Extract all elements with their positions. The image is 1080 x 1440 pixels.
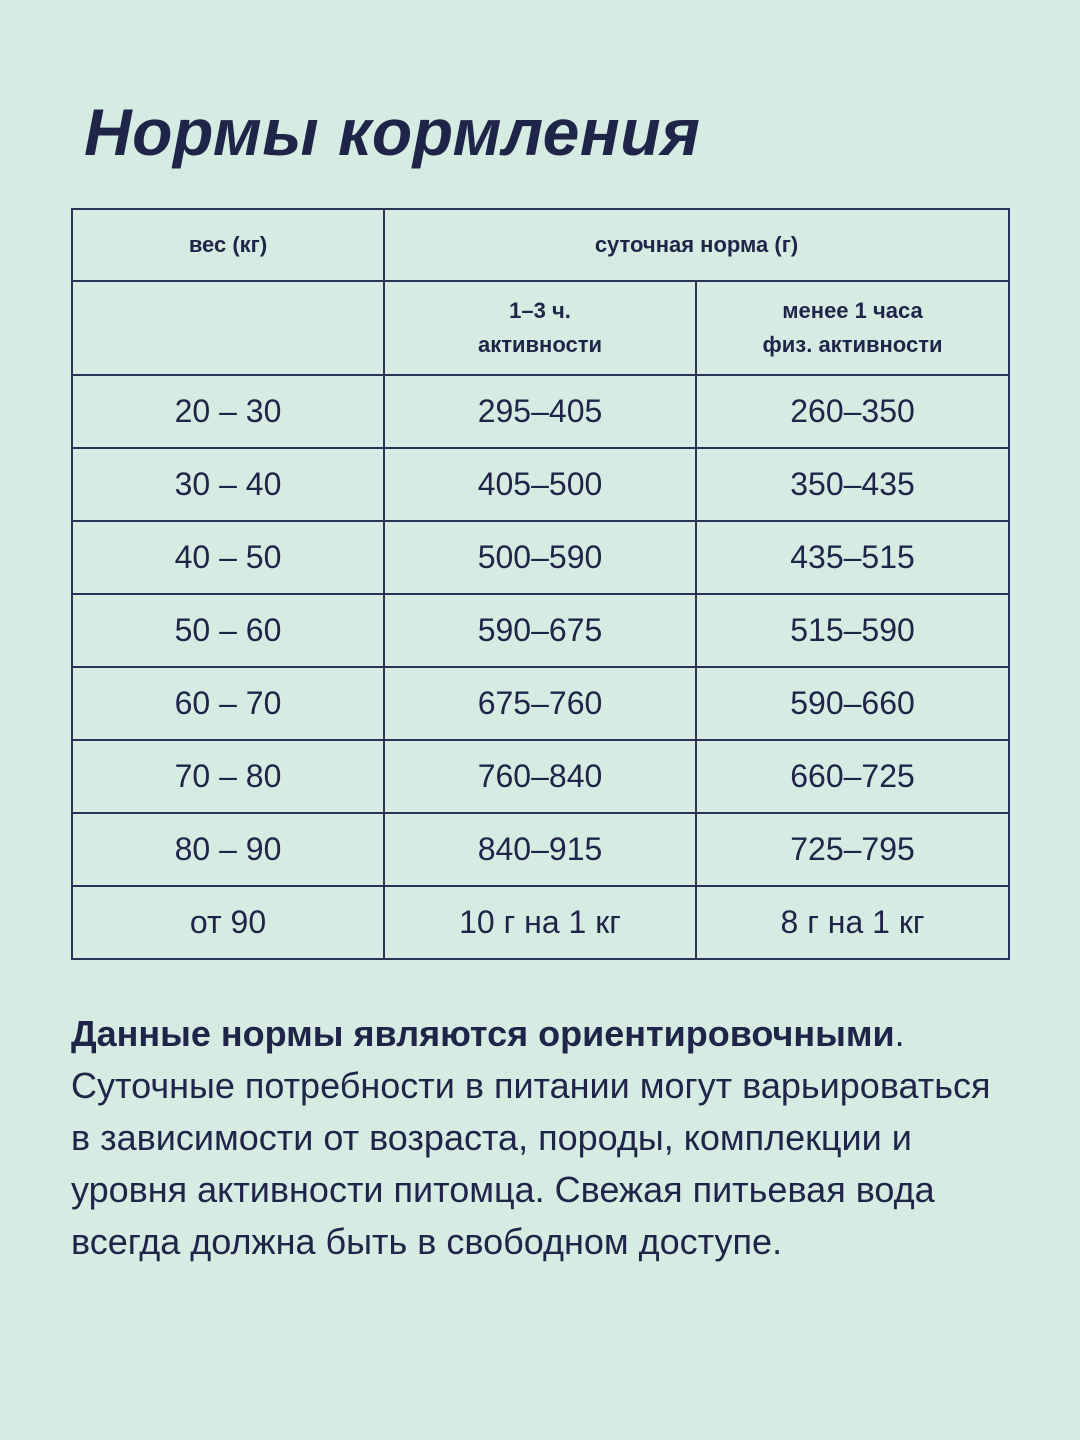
cell-active: 295–405 xyxy=(384,375,696,448)
cell-low: 660–725 xyxy=(696,740,1009,813)
cell-low: 260–350 xyxy=(696,375,1009,448)
table-header-row xyxy=(72,209,1009,281)
cell-active: 405–500 xyxy=(384,448,696,521)
table-row xyxy=(72,667,1009,740)
cell-weight: 70 – 80 xyxy=(72,740,384,813)
cell-low: 590–660 xyxy=(696,667,1009,740)
table-subheader-row xyxy=(72,281,1009,375)
subheader-low-activity xyxy=(696,281,1009,375)
cell-weight: 60 – 70 xyxy=(72,667,384,740)
cell-weight: 40 – 50 xyxy=(72,521,384,594)
cell-active: 840–915 xyxy=(384,813,696,886)
subheader-active-line2: активности xyxy=(477,332,603,357)
subheader-low-line2: физ. активности xyxy=(762,332,943,357)
table-row xyxy=(72,521,1009,594)
table-row xyxy=(72,886,1009,959)
note-body: Суточные потребности в питании могут варьироваться в зависимости от возраста, породы, комплекции и уровня активности питомца. Свежая питьевая вода всегда должна быть в свободном доступе. xyxy=(71,1065,991,1262)
table-row xyxy=(72,448,1009,521)
cell-low: 515–590 xyxy=(696,594,1009,667)
table-row xyxy=(72,594,1009,667)
note-lead: Данные нормы являются ориентировочными xyxy=(71,1013,895,1054)
subheader-active-line1: 1–3 ч. xyxy=(509,298,571,323)
header-daily-norm: суточная норма (г) xyxy=(384,209,1009,281)
table-row xyxy=(72,740,1009,813)
feeding-table xyxy=(71,208,1010,960)
table-row xyxy=(72,375,1009,448)
cell-active: 675–760 xyxy=(384,667,696,740)
cell-active: 10 г на 1 кг xyxy=(384,886,696,959)
cell-active: 760–840 xyxy=(384,740,696,813)
cell-low: 350–435 xyxy=(696,448,1009,521)
subheader-low-line1: менее 1 часа xyxy=(782,298,923,323)
cell-low: 435–515 xyxy=(696,521,1009,594)
note-lead-punct: . xyxy=(894,1013,905,1054)
cell-weight: от 90 xyxy=(72,886,384,959)
cell-low: 725–795 xyxy=(696,813,1009,886)
cell-active: 500–590 xyxy=(384,521,696,594)
cell-weight: 50 – 60 xyxy=(72,594,384,667)
table-row xyxy=(72,813,1009,886)
cell-weight: 30 – 40 xyxy=(72,448,384,521)
cell-active: 590–675 xyxy=(384,594,696,667)
disclaimer-note xyxy=(71,1008,1011,1268)
cell-low: 8 г на 1 кг xyxy=(696,886,1009,959)
cell-weight: 20 – 30 xyxy=(72,375,384,448)
subheader-empty xyxy=(72,281,384,375)
header-weight: вес (кг) xyxy=(72,209,384,281)
subheader-active xyxy=(384,281,696,375)
cell-weight: 80 – 90 xyxy=(72,813,384,886)
page-title: Нормы кормления xyxy=(84,95,701,169)
